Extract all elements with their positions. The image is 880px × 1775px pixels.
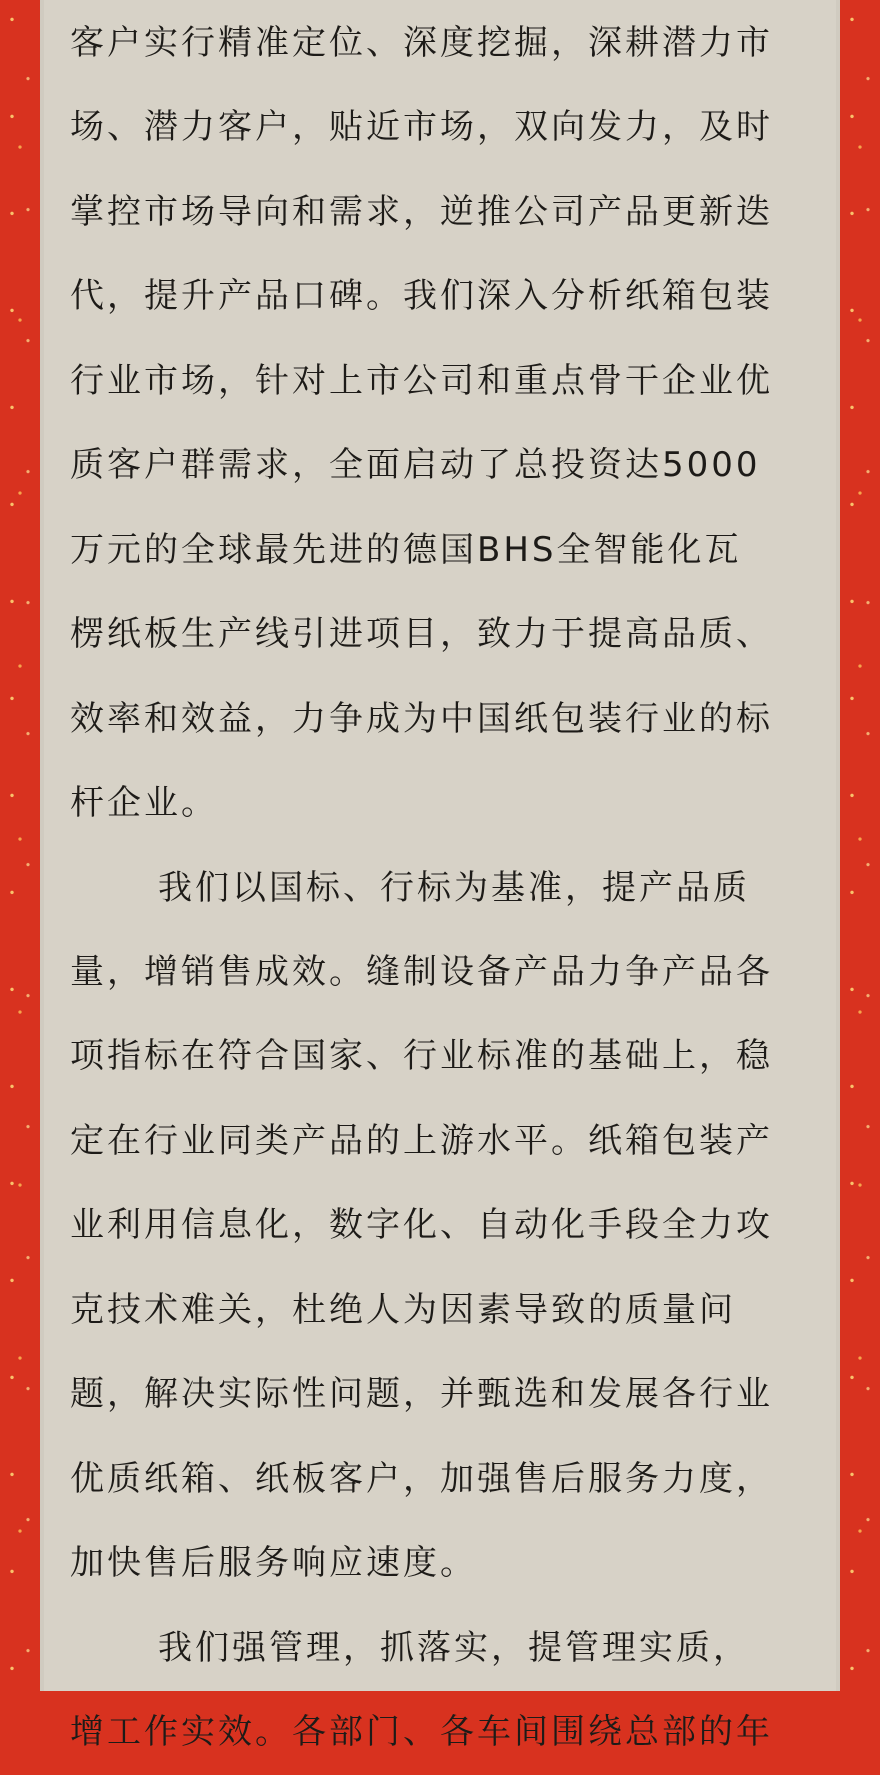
paragraph-1: 客户实行精准定位、深度挖掘，深耕潜力市 场、潜力客户，贴近市场，双向发力，及时 掌控市场导向和需求，逆推公司产品更新迭 代，提升产品口碑。我们深入分析纸箱包装 行业市场，针对上市公司和重点骨干企业优 质客户群需求，全面启动了总投资达5000 万元的全球最先进的德国BHS全智能化瓦 楞纸板生产线引进项目，致力于提高品质、 效率和效益，力争成为中国纸包装行业的标 杆企业。 [70, 23, 773, 824]
left-decorative-border [0, 0, 40, 1691]
paragraph-3: 我们强管理，抓落实，提管理实质， 增工作实效。各部门、各车间围绕总部的年 [70, 1627, 773, 1753]
paragraph-2: 我们以国标、行标为基准，提产品质 量，增销售成效。缝制设备产品力争产品各 项指标在符合国家、行业标准的基础上，稳 定在行业同类产品的上游水平。纸箱包装产 业利用信息化，数字化、自动化手段全力攻 克技术难关，杜绝人为因素导致的质量问 题，解决实际性问题，并甄选和发展各行业 优质纸箱、纸板客户，加强售后服务力度， 加快售后服务响应速度。 [70, 867, 773, 1584]
article-paper [40, 0, 840, 1753]
right-decorative-border [840, 0, 880, 1691]
article-body [70, 1, 812, 1775]
